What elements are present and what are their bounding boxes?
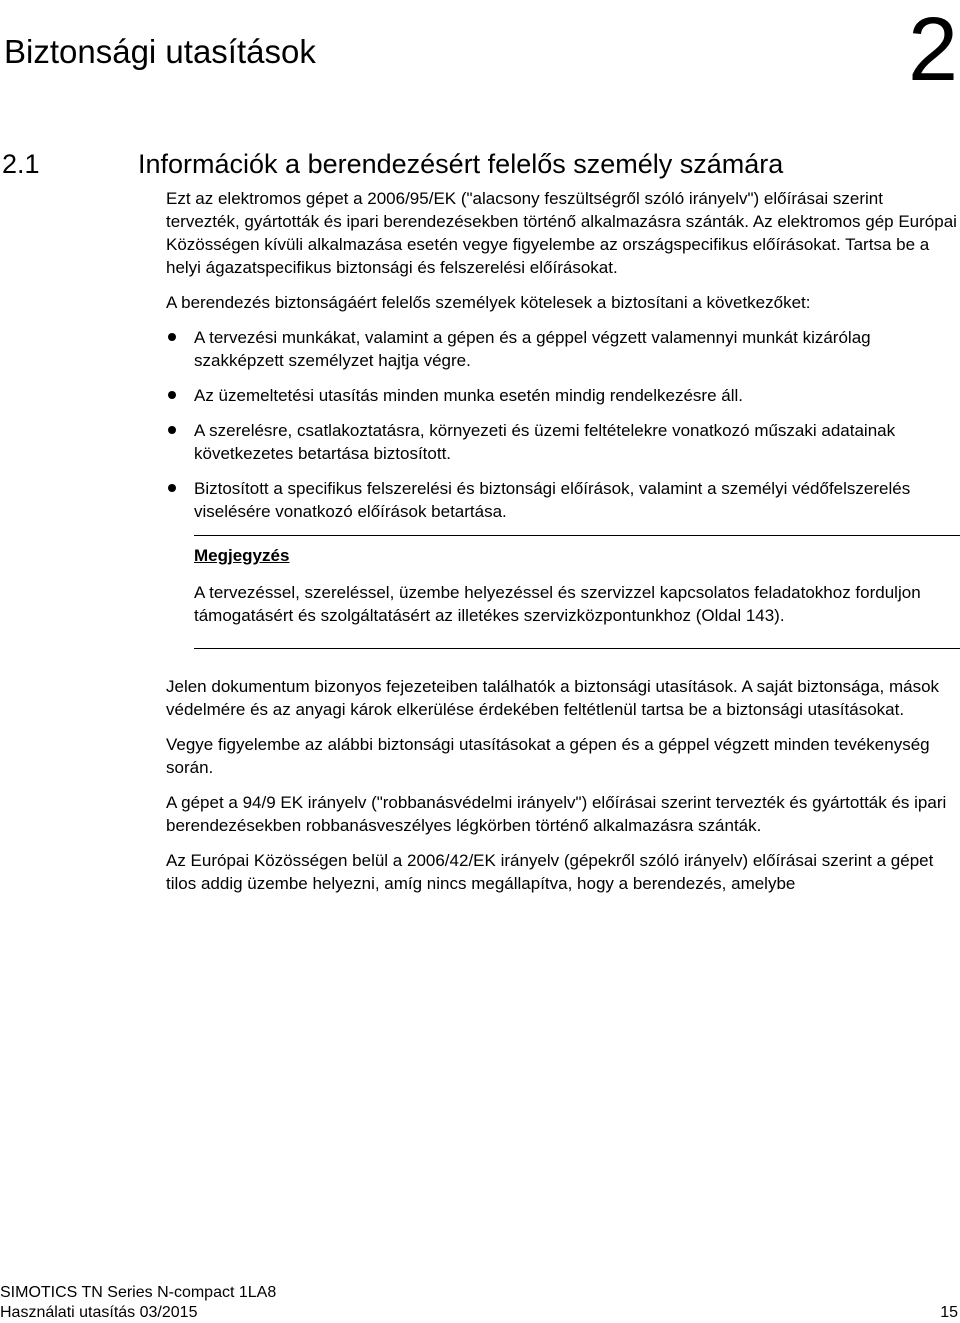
chapter-number: 2: [907, 0, 958, 100]
footer-product: SIMOTICS TN Series N-compact 1LA8: [0, 1284, 277, 1301]
bullet-icon: [168, 426, 176, 434]
note-box: [166, 535, 958, 649]
list-item-text: Az üzemeltetési utasítás minden munka esetén mindig rendelkezésre áll.: [194, 386, 744, 405]
paragraph: Jelen dokumentum bizonyos fejezeteiben találhatók a biztonsági utasítások. A saját biztonsága, mások védelmére és az anyagi károk elkerülése érdekében feltétlenül tartsa be a biztonsági utasításokat.: [166, 677, 940, 719]
list-item: [166, 477, 958, 523]
body-content: [166, 187, 958, 907]
section-title: Információk a berendezésért felelős személy számára: [138, 149, 784, 179]
paragraph: Az Európai Közösségen belül a 2006/42/EK irányelv (gépekről szóló irányelv) előírásai szerint a gépet tilos addig üzembe helyezni, amíg nincs megállapítva, hogy a berendezés, amelybe: [166, 851, 934, 893]
section-number: 2.1: [2, 149, 40, 179]
list-item-text: A szerelésre, csatlakoztatásra, környezeti és üzemi feltételekre vonatkozó műszaki adatainak következetes betartása biztosított.: [194, 421, 896, 463]
list-item-text: Biztosított a specifikus felszerelési és biztonsági előírások, valamint a személyi védőfelszerelés viselésére vonatkozó előírások betartása.: [194, 479, 911, 521]
paragraph: Ezt az elektromos gépet a 2006/95/EK ("alacsony feszültségről szóló irányelv") előírásai szerint tervezték, gyártották és ipari berendezésekben történő alkalmazásra szánták. Az elektromos gép Európai Közösségen kívüli alkalmazása esetén vegye figyelembe az országspecifikus előírásokat. Tartsa be a helyi ágazatspecifikus biztonsági és felszerelési előírásokat.: [166, 189, 957, 277]
paragraph: A gépet a 94/9 EK irányelv ("robbanásvédelmi irányelv") előírásai szerint tervezték és gyártották és ipari berendezésekben robbanásveszélyes légkörben történő alkalmazásra szánták.: [166, 793, 947, 835]
chapter-title: Biztonsági utasítások: [4, 33, 316, 70]
list-item: [166, 419, 958, 465]
list-item: [166, 326, 958, 372]
page-footer: [0, 1283, 960, 1323]
page-number: 15: [940, 1304, 958, 1321]
note-title: Megjegyzés: [194, 546, 290, 565]
bullet-list: [166, 326, 958, 523]
bullet-icon: [168, 333, 176, 341]
bullet-icon: [168, 391, 176, 399]
paragraph: Vegye figyelembe az alábbi biztonsági utasításokat a gépen és a géppel végzett minden tevékenység során.: [166, 735, 930, 777]
bullet-icon: [168, 484, 176, 492]
note-text: A tervezéssel, szereléssel, üzembe helyezéssel és szervizzel kapcsolatos feladatokhoz forduljon támogatásért és szolgáltatásért az illetékes szervizközpontunkhoz (Oldal 143).: [194, 583, 921, 625]
list-item-text: A tervezési munkákat, valamint a gépen és a géppel végzett valamennyi munkát kizárólag szakképzett személyzet hajtja végre.: [194, 328, 871, 370]
list-item: [166, 384, 958, 407]
footer-document: Használati utasítás 03/2015: [0, 1304, 198, 1321]
paragraph: A berendezés biztonságáért felelős személyek kötelesek a biztosítani a következőket:: [166, 293, 811, 312]
